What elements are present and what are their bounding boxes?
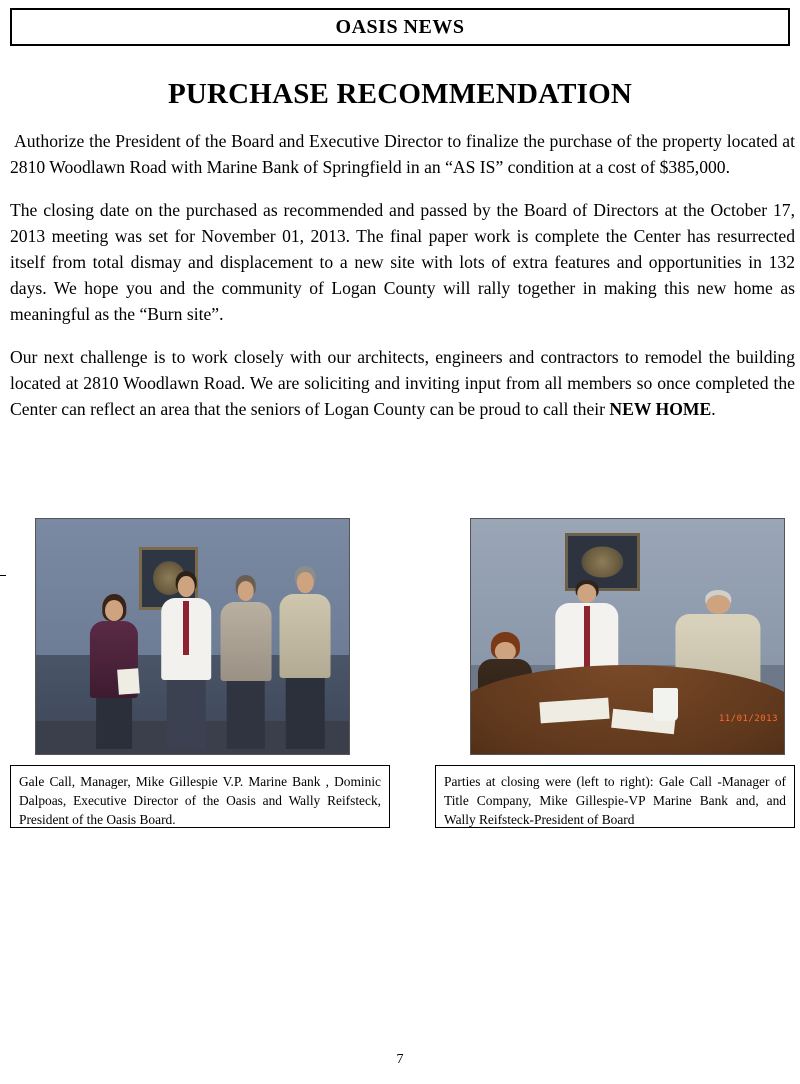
person-1 <box>80 594 149 749</box>
torso <box>280 594 331 678</box>
photo-row <box>0 518 800 758</box>
torso <box>220 602 271 682</box>
article-body <box>10 128 795 439</box>
paper <box>118 668 140 694</box>
paragraph-3-period: . <box>711 399 716 420</box>
page-number: 7 <box>396 1052 404 1067</box>
photo-timestamp: 11/01/2013 <box>718 714 778 724</box>
photo-scene-right <box>471 519 784 754</box>
person-4 <box>271 566 340 749</box>
paragraph-3-emphasis: NEW HOME <box>609 399 712 420</box>
group-photo-standing <box>35 518 350 755</box>
paragraph-1: Authorize the President of the Board and Executive Director to finalize the purchase of the property located at 2810 Woodlawn Road with Marine Bank of Springfield in an “AS IS” condition at a cost of $385,000. <box>10 131 795 178</box>
paragraph-3 <box>10 344 795 422</box>
photo-caption-right: Parties at closing were (left to right): Gale Call -Manager of Title Company, Mike Gillespie-VP Marine Bank and, and Wally Reifsteck-President of Board <box>435 765 795 828</box>
page-title: PURCHASE RECOMMENDATION <box>167 78 633 110</box>
head <box>105 600 123 620</box>
legs <box>286 678 325 749</box>
legs <box>167 680 206 750</box>
tie <box>183 601 189 655</box>
closing-table-photo <box>470 518 785 755</box>
paragraph-3-text: Our next challenge is to work closely with our architects, engineers and contractors to remodel the building located at 2810 Woodlawn Road. We are soliciting and inviting input from all members so once completed the Center can reflect an area that the seniors of Logan County can be proud to call their <box>10 347 795 420</box>
legs <box>96 698 132 749</box>
medallion-icon <box>582 546 623 577</box>
tie <box>584 606 590 667</box>
photo-scene-left <box>36 519 349 754</box>
head <box>297 572 314 594</box>
head <box>237 581 254 602</box>
photo-caption-left: Gale Call, Manager, Mike Gillespie V.P. Marine Bank , Dominic Dalpoas, Executive Director of the Oasis and Wally Reifsteck, President of the Oasis Board. <box>10 765 390 828</box>
legs <box>226 681 265 749</box>
masthead <box>10 8 790 46</box>
head <box>707 595 730 614</box>
masthead-title: OASIS NEWS <box>335 15 465 38</box>
cup-icon <box>653 688 678 721</box>
head <box>577 584 597 603</box>
paragraph-2: The closing date on the purchased as recommended and passed by the Board of Directors at the October 17, 2013 meeting was set for November 01, 2013. The final paper work is complete the Center has resurrected itself from total dismay and displacement to a new site with lots of extra features and opportunities in 132 days. We hope you and the community of Logan County will rally together in making this new home as meaningful as the “Burn site”. <box>10 200 795 325</box>
head <box>178 576 195 597</box>
